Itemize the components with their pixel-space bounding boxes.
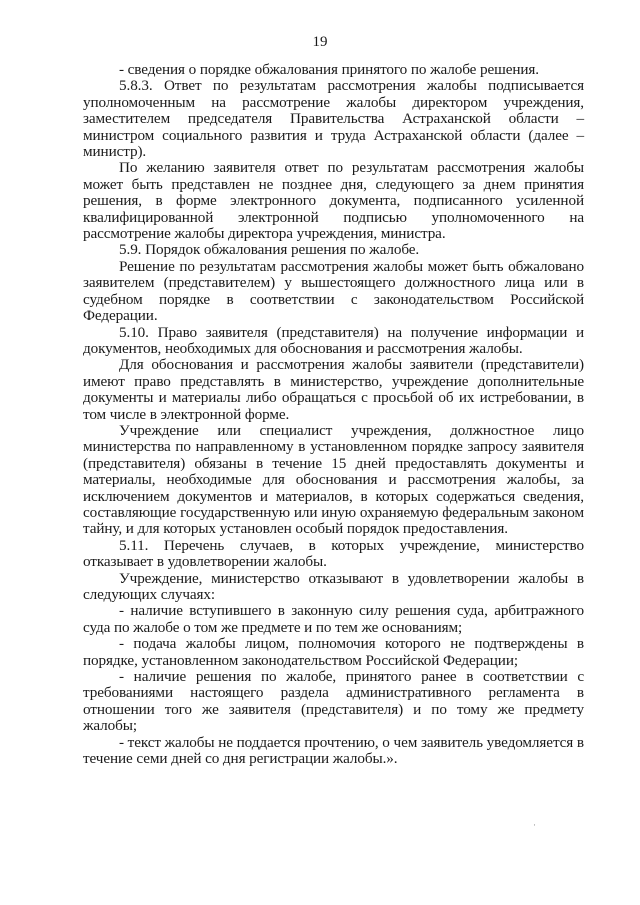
paragraph: - наличие вступившего в законную силу решения суда, арбитражного суда по жалобе о том же предмете и по тем же основаниям; (83, 602, 584, 636)
paragraph: - наличие решения по жалобе, принятого ранее в соответствии с требованиями настоящего раздела административного регламента в отношении того же заявителя (представителя) и по тому же предмету жалобы; (83, 668, 584, 735)
document-body (83, 62, 584, 767)
paragraph: 5.11. Перечень случаев, в которых учреждение, министерство отказывает в удовлетворении жалобы. (83, 536, 584, 571)
paragraph: - сведения о порядке обжалования принятого по жалобе решения. (119, 61, 539, 78)
paragraph: 5.9. Порядок обжалования решения по жалобе. (119, 241, 420, 259)
scan-speck: · (533, 820, 536, 830)
page-number: 19 (312, 34, 328, 50)
paragraph: Учреждение или специалист учреждения, должностное лицо министерства по направленному в установленном порядке запросу заявителя (представителя) обязаны в течение 15 дней предоставлять документы и материалы, необходимые для обоснования и рассмотрения жалобы, за исключением документов и материалов, в которых содержаться сведения, составляющие государственную или иную охраняемую федеральным законом тайну, и для которых установлен особый порядок предоставления. (83, 421, 584, 538)
paragraph: - подача жалобы лицом, полномочия которого не подтверждены в порядке, установленном законодательством Российской Федерации; (83, 635, 584, 669)
paragraph: Для обоснования и рассмотрения жалобы заявители (представители) имеют право представлять в министерство, учреждение дополнительные документы и материалы либо обращаться с просьбой об их истребовании, в том числе в электронной форме. (83, 356, 584, 423)
paragraph: - текст жалобы не поддается прочтению, о чем заявитель уведомляется в течение семи дней со дня регистрации жалобы.». (83, 733, 584, 768)
paragraph: Решение по результатам рассмотрения жалобы может быть обжаловано заявителем (представителем) у вышестоящего должностного лица или в судебном порядке в соответствии с законодательством Российской Федерации. (83, 257, 584, 325)
paragraph: Учреждение, министерство отказывают в удовлетворении жалобы в следующих случаях: (83, 569, 584, 603)
paragraph: По желанию заявителя ответ по результатам рассмотрения жалобы может быть представлен не позднее дня, следующего за днем принятия решения, в форме электронного документа, подписанного усиленной квалифицированной электронной подписью уполномоченного на рассмотрение жалобы директора учреждения, министра. (83, 159, 584, 243)
paragraph: 5.8.3. Ответ по результатам рассмотрения жалобы подписывается уполномоченным на рассмотрение жалобы директором учреждения, заместителем председателя Правительства Астраханской области – министром социального развития и труда Астраханской области (далее – министр). (83, 77, 584, 161)
paragraph: 5.10. Право заявителя (представителя) на получение информации и документов, необходимых для обоснования и рассмотрения жалобы. (83, 323, 584, 357)
